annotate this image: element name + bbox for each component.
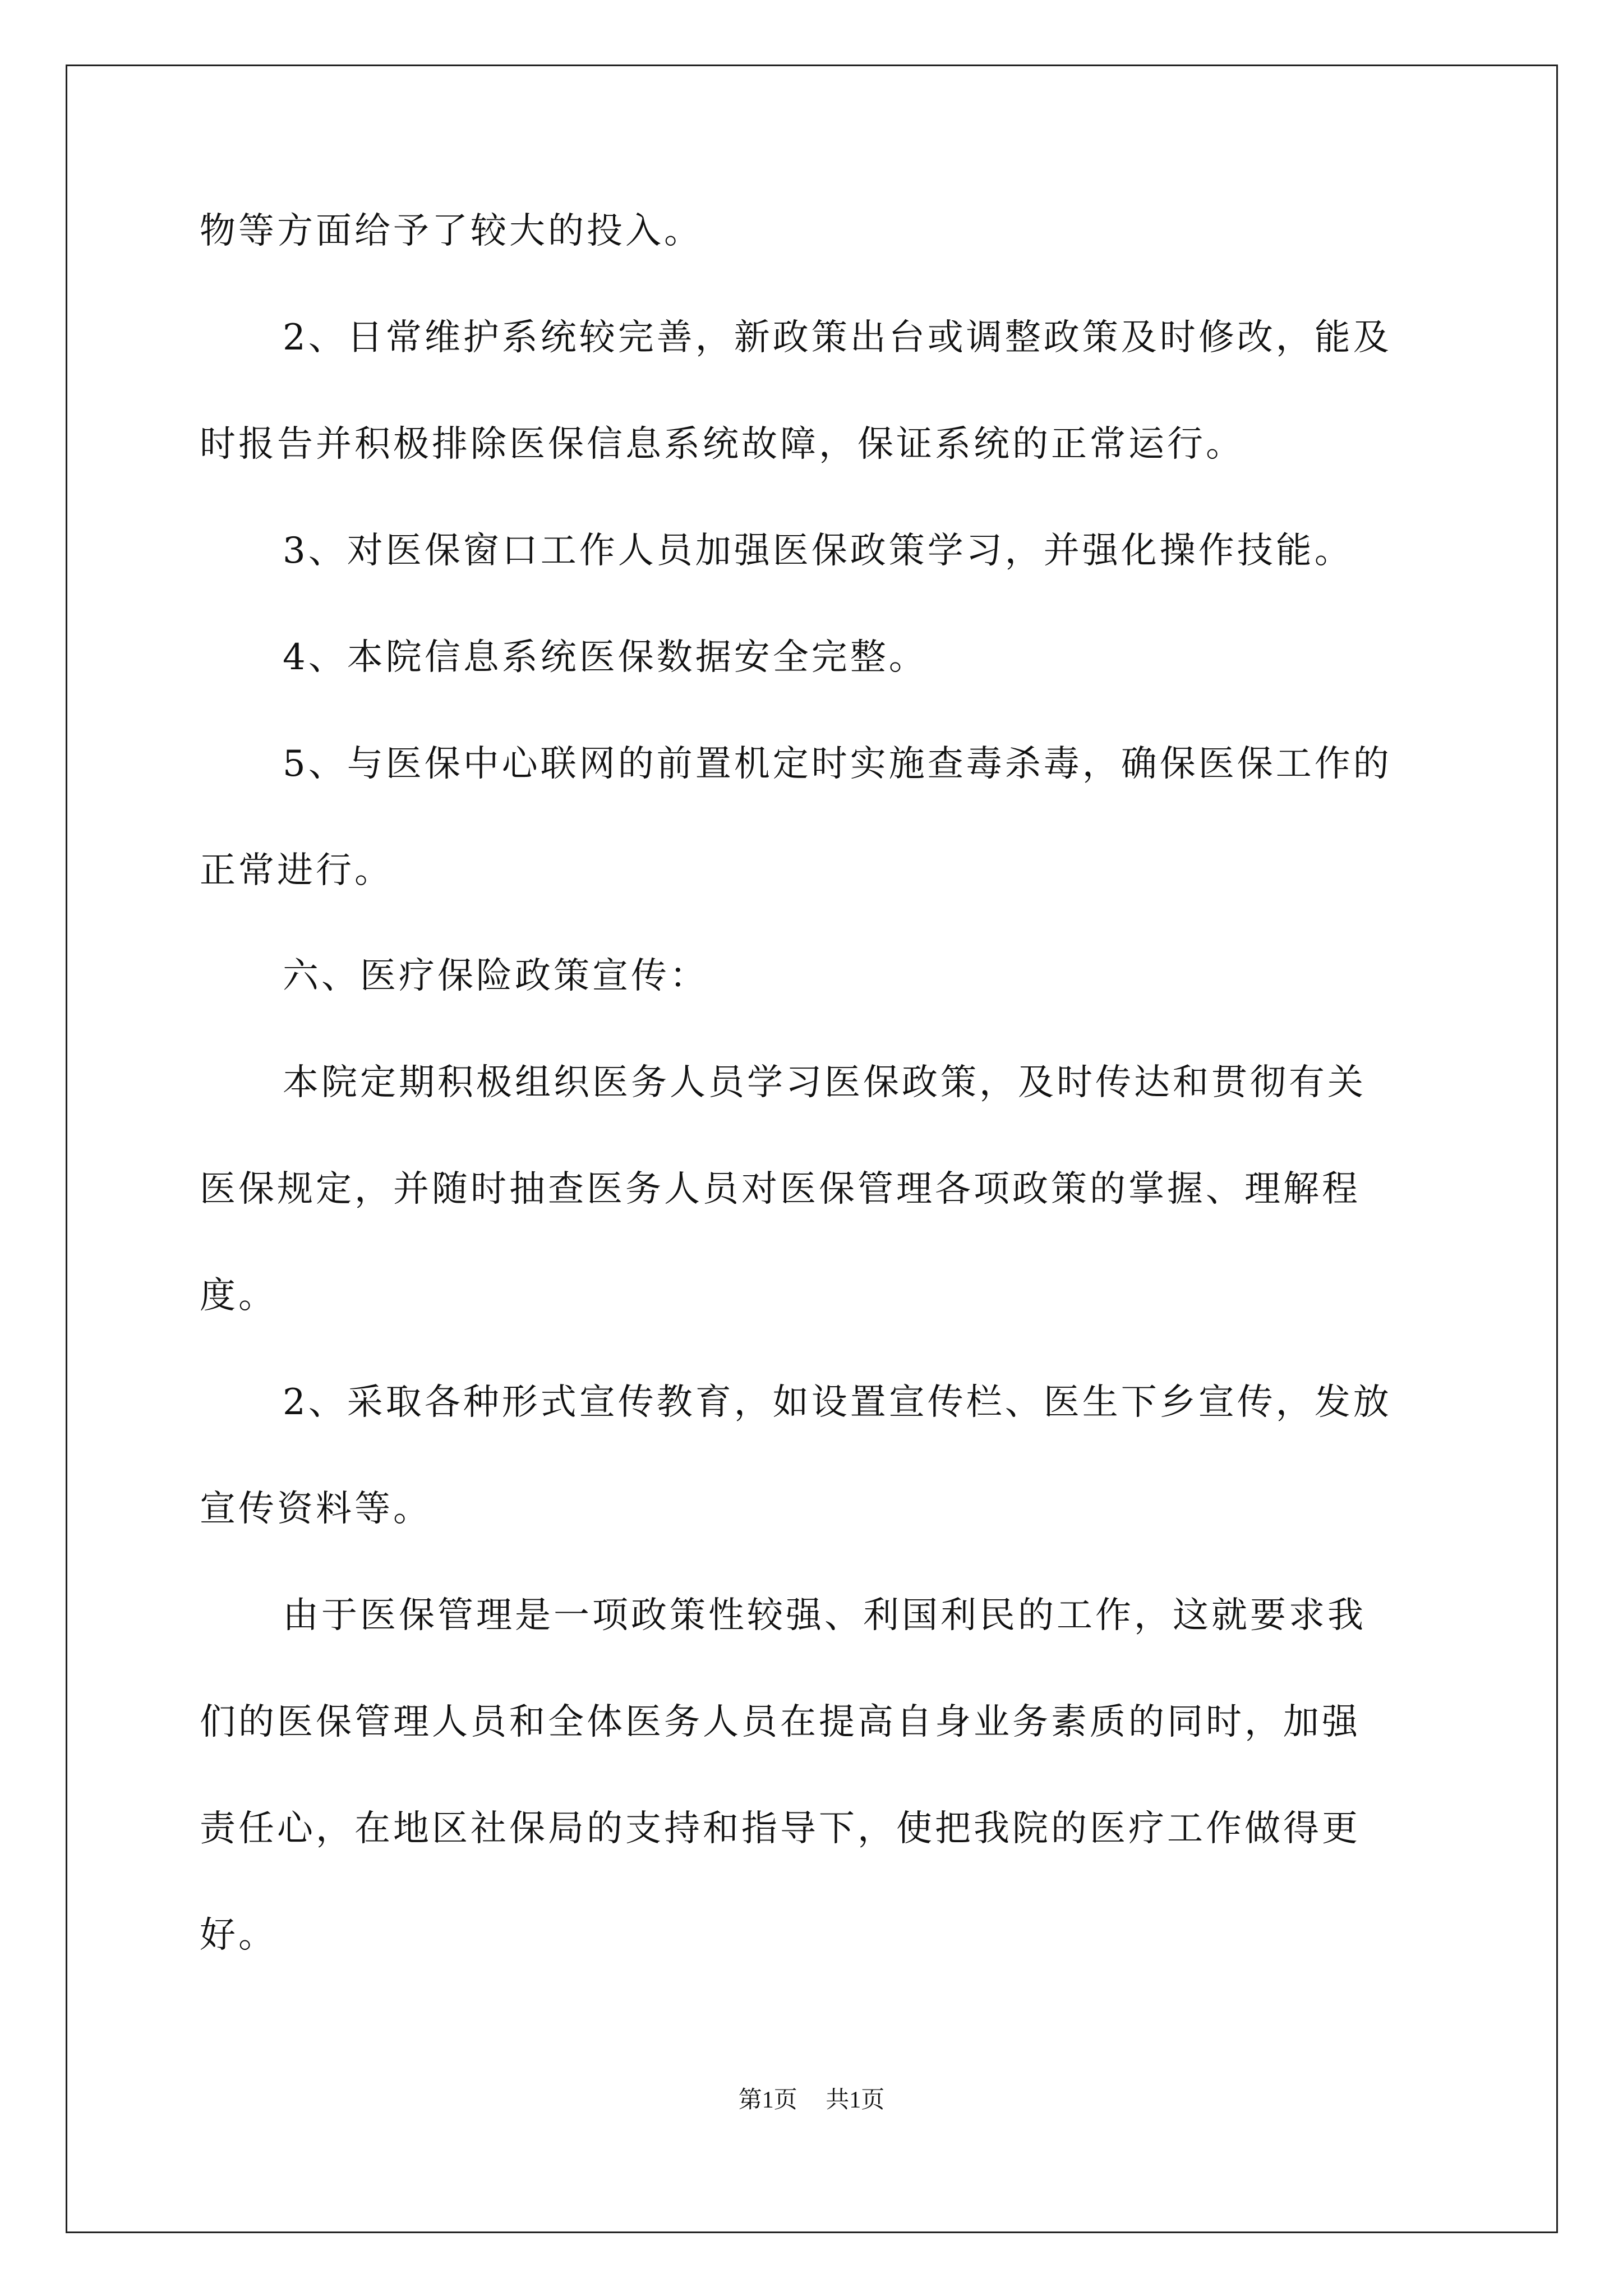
text-line: 宣传资料等。	[200, 1488, 432, 1530]
text-line: 4、本院信息系统医保数据安全完整。	[283, 637, 928, 678]
page-number: 第1页	[738, 2087, 797, 2113]
text-line: 本院定期积极组织医务人员学习医保政策，及时传达和贯彻有关	[283, 1062, 1366, 1103]
page-border	[66, 65, 1558, 2233]
text-line: 2、采取各种形式宣传教育，如设置宣传栏、医生下乡宣传，发放	[283, 1382, 1392, 1423]
text-line: 责任心，在地区社保局的支持和指导下，使把我院的医疗工作做得更	[200, 1808, 1361, 1849]
text-line: 正常进行。	[200, 850, 393, 891]
text-line: 由于医保管理是一项政策性较强、利国利民的工作，这就要求我	[283, 1595, 1366, 1636]
text-line: 2、日常维护系统较完善，新政策出台或调整政策及时修改，能及	[283, 317, 1392, 358]
text-line: 物等方面给予了较大的投入。	[200, 210, 703, 252]
text-line: 医保规定，并随时抽查医务人员对医保管理各项政策的掌握、理解程	[200, 1168, 1361, 1210]
page-total: 共1页	[826, 2087, 885, 2113]
text-line: 们的医保管理人员和全体医务人员在提高自身业务素质的同时，加强	[200, 1701, 1361, 1743]
page-footer	[0, 2083, 1623, 2117]
text-line: 好。	[200, 1915, 277, 1956]
text-line: 度。	[200, 1275, 277, 1317]
text-line: 时报告并积极排除医保信息系统故障，保证系统的正常运行。	[200, 424, 1244, 465]
text-line: 5、与医保中心联网的前置机定时实施查毒杀毒，确保医保工作的	[283, 743, 1392, 785]
text-line: 3、对医保窗口工作人员加强医保政策学习，并强化操作技能。	[283, 530, 1353, 572]
section-heading: 六、医疗保险政策宣传：	[283, 955, 708, 997]
